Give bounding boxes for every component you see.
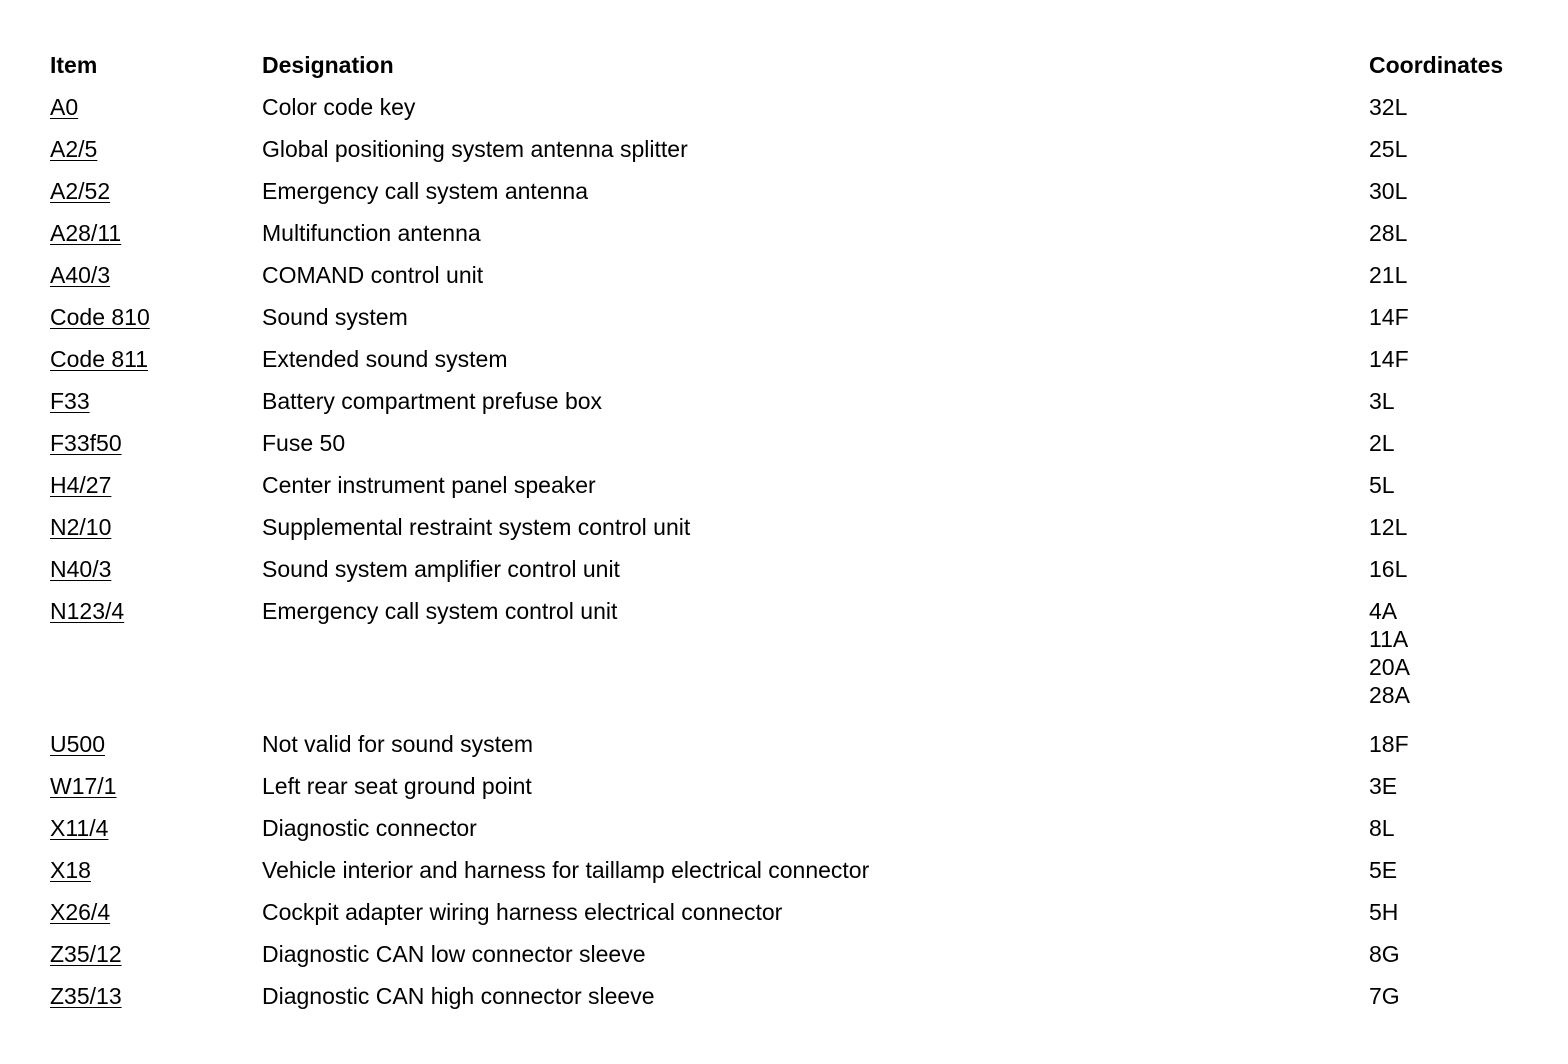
coordinates-cell [1369,303,1530,331]
designation-cell: Not valid for sound system [262,731,534,757]
item-link[interactable]: Z35/13 [50,983,122,1009]
designation-cell: Diagnostic CAN low connector sleeve [262,941,646,967]
item-cell [50,513,262,541]
coordinates-cell [1369,772,1530,800]
coordinates-cell [1369,856,1530,884]
coordinate-value: 3E [1369,773,1398,799]
item-link[interactable]: N2/10 [50,514,112,540]
coordinate-value: 28A [1369,682,1410,708]
table-row [50,296,1530,338]
designation-cell: Emergency call system control unit [262,598,618,624]
coordinates-cell [1369,345,1530,373]
designation-cell: Sound system amplifier control unit [262,556,620,582]
coordinate-value: 4A [1369,598,1398,624]
table-row [50,975,1530,1017]
item-cell [50,898,262,926]
table-row [50,338,1530,380]
item-link[interactable]: W17/1 [50,773,117,799]
header-coordinates: Coordinates [1369,52,1504,78]
item-cell [50,471,262,499]
item-link[interactable]: N123/4 [50,598,125,624]
item-link[interactable]: A28/11 [50,220,122,246]
item-cell [50,982,262,1010]
table-body [50,86,1530,1017]
coordinates-cell [1369,93,1530,121]
item-link[interactable]: Z35/12 [50,941,122,967]
coordinate-value: 18F [1369,731,1409,757]
designation-cell: Multifunction antenna [262,220,481,246]
table-row [50,765,1530,807]
item-link[interactable]: A0 [50,94,79,120]
item-cell [50,555,262,583]
designation-cell: Center instrument panel speaker [262,472,596,498]
designation-cell: Vehicle interior and harness for taillamp electrical connector [262,857,870,883]
item-link[interactable]: F33 [50,388,90,414]
table-row [50,464,1530,506]
coordinate-value: 25L [1369,136,1408,162]
item-cell [50,429,262,457]
coordinate-value: 21L [1369,262,1408,288]
coordinate-value: 14F [1369,304,1409,330]
coordinates-cell [1369,730,1530,758]
coordinate-value: 5H [1369,899,1399,925]
designation-cell: Color code key [262,94,416,120]
designation-cell: Left rear seat ground point [262,773,532,799]
item-link[interactable]: F33f50 [50,430,122,456]
table-row [50,170,1530,212]
item-cell [50,772,262,800]
table-row [50,933,1530,975]
item-link[interactable]: H4/27 [50,472,112,498]
item-link[interactable]: X18 [50,857,91,883]
coordinate-value: 7G [1369,983,1400,1009]
item-link[interactable]: A2/5 [50,136,98,162]
coordinate-value: 30L [1369,178,1408,204]
coordinates-cell [1369,982,1530,1010]
table-row [50,891,1530,933]
item-link[interactable]: Code 810 [50,304,150,330]
designation-cell: Extended sound system [262,346,508,372]
table-header [50,44,1530,86]
item-link[interactable]: X26/4 [50,899,111,925]
header-designation: Designation [262,52,394,78]
coordinates-cell [1369,898,1530,926]
coordinate-value: 5E [1369,857,1398,883]
designation-cell: Sound system [262,304,408,330]
table-row [50,86,1530,128]
coordinate-value: 16L [1369,556,1408,582]
coordinates-cell [1369,177,1530,205]
coordinates-cell [1369,814,1530,842]
item-link[interactable]: A40/3 [50,262,111,288]
item-cell [50,261,262,289]
coordinates-cell [1369,135,1530,163]
item-cell [50,135,262,163]
coordinate-value: 11A [1369,626,1409,652]
table-row [50,723,1530,765]
coordinate-value: 5L [1369,472,1395,498]
designation-cell: Fuse 50 [262,430,346,456]
coordinate-value: 28L [1369,220,1408,246]
table-row [50,849,1530,891]
table-row [50,128,1530,170]
item-link[interactable]: N40/3 [50,556,112,582]
table-row [50,548,1530,590]
designation-cell: Battery compartment prefuse box [262,388,603,414]
item-link[interactable]: Code 811 [50,346,149,372]
designation-cell: Supplemental restraint system control unit [262,514,691,540]
designation-cell: Diagnostic CAN high connector sleeve [262,983,655,1009]
coordinate-value: 12L [1369,514,1408,540]
item-cell [50,597,262,625]
table-row [50,807,1530,849]
item-cell [50,940,262,968]
item-cell [50,345,262,373]
coordinate-value: 20A [1369,654,1410,680]
header-item: Item [50,52,98,78]
item-link[interactable]: A2/52 [50,178,111,204]
coordinates-cell [1369,261,1530,289]
item-cell [50,219,262,247]
table-row [50,254,1530,296]
table-row [50,380,1530,422]
item-cell [50,730,262,758]
item-cell [50,387,262,415]
item-cell [50,814,262,842]
item-cell [50,303,262,331]
coordinates-cell [1369,387,1530,415]
coordinate-value: 14F [1369,346,1409,372]
coordinate-value: 2L [1369,430,1395,456]
coordinates-cell [1369,471,1530,499]
coordinate-value: 3L [1369,388,1395,414]
designation-cell: Global positioning system antenna splitter [262,136,688,162]
coordinates-cell [1369,219,1530,247]
coordinates-cell [1369,513,1530,541]
component-table [50,44,1530,1017]
item-cell [50,856,262,884]
item-link[interactable]: U500 [50,731,105,757]
table-row [50,212,1530,254]
coordinate-value: 8G [1369,941,1400,967]
item-cell [50,177,262,205]
designation-cell: Emergency call system antenna [262,178,588,204]
coordinates-cell [1369,597,1530,709]
designation-cell: COMAND control unit [262,262,484,288]
designation-cell: Diagnostic connector [262,815,477,841]
coordinates-cell [1369,940,1530,968]
table-row [50,590,1530,723]
coordinates-cell [1369,429,1530,457]
item-cell [50,93,262,121]
coordinate-value: 8L [1369,815,1395,841]
table-row [50,422,1530,464]
designation-cell: Cockpit adapter wiring harness electrical connector [262,899,783,925]
coordinate-value: 32L [1369,94,1408,120]
item-link[interactable]: X11/4 [50,815,109,841]
coordinates-cell [1369,555,1530,583]
table-row [50,506,1530,548]
